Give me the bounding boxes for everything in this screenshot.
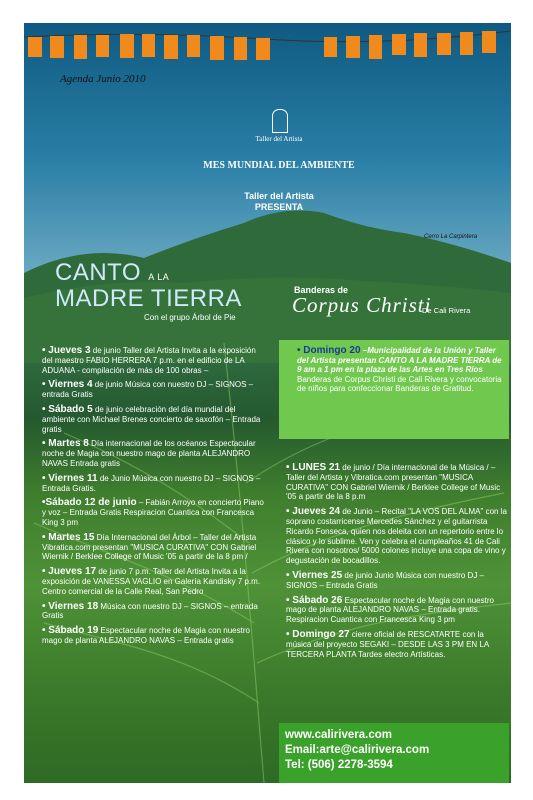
contact-box [279, 723, 509, 783]
a-la-word: A LA [148, 272, 170, 282]
events-left-column [42, 346, 267, 651]
event-item: • Sábado 5 de junio celebración del día mundial del ambiente con Michael Brenes concierto de saxofón – Entrada gratis [42, 403, 261, 434]
presents-line1: Taller del Artista [244, 191, 314, 201]
event-item: • Martes 8 Día internacional de los océanos Espectacular noche de Magia con nuestro mago de planta ALEJANDRO NAVAS Entrada gratis [42, 438, 256, 468]
madre-tierra-title: MADRE TIERRA [55, 285, 242, 312]
event-item: • Sábado 19 Espectacular noche de Magia con nuestro mago de planta ALEJANDRO NAVAS – Entrada gratis [42, 625, 250, 645]
highlight-event-box [279, 340, 509, 439]
presents-block [214, 191, 344, 213]
event-item: • Jueves 3 de junio Taller del Artista Invita a la exposición del maestro FABIO HERRERA 7 p.m. en el edificio de LA ADUANA - compilación de más de 100 obras – [42, 345, 256, 375]
event-item: • Viernes 4 de junio Música con nuestro DJ – SIGNOS – entrada Gratis [42, 379, 254, 400]
poster [24, 23, 511, 783]
mountain-caption: Cerro La Carpintera [424, 234, 478, 240]
events-right-column [286, 463, 508, 664]
corpus-christi-title: Corpus Christi [292, 293, 432, 317]
event-item: • Viernes 18 Música con nuestro DJ – SIGNOS – entrada Gratis [42, 600, 258, 621]
logo-caption: Taller del Artista [255, 135, 303, 143]
phone-number: Tel: (506) 2278-3594 [285, 759, 393, 771]
presents-line2: PRESENTA [254, 202, 304, 212]
website-link[interactable]: www.calirivera.com [285, 729, 392, 741]
event-item: •Sábado 12 de junio – Fabián Arroyo en concierto Piano y voz – Entrada Gratis Respiracion Cuantica con Francesca King 3 pm [42, 497, 264, 527]
banderas-label: Banderas de [294, 285, 349, 295]
group-subtitle: Con el grupo Árbol de Pie [144, 313, 236, 322]
email-link[interactable]: Email:arte@calirivera.com [285, 744, 430, 756]
event-item: • Jueves 17 de junio 7 p.m. Taller del Artista Invita a la exposición de VANESSA VAGLIO en Galería Kandisky 7 p.m. Centro comercial de la Calle Real, San Pedro [42, 566, 261, 596]
event-item: • LUNES 21 de junio / Día internacional de la Música / – Taller del Artista y Vibratica.com presentan "MUSICA CURATIVA" CON Gabriel Wiernik / Berklee College of Music '05 a partir de la 8 p.m [286, 462, 501, 502]
event-item: • Viernes 25 de junio Junio Música con nuestro DJ – SIGNOS – Entrada Gratis [286, 569, 484, 590]
event-item: • Martes 15 Día Internacional del Árbol – Taller del Artista Vibratica.com presentan "MUSICA CURATIVA" CON Gabriel Wiernik / Berklee College of Music '05 a partir de la 8 pm / [42, 531, 257, 562]
event-title: MES MUNDIAL DEL AMBIENTE [203, 160, 355, 171]
highlight-event: • Domingo 20 –Municipalidad de la Unión y Taller del Artista presentan CANTO A LA MADRE TIERRA de 9 am a 1 pm en la plaza de las Artes en Tres Ríos Banderas de Corpus Christi de Cali Rivera y convocatoria de niños para confeccionar Banderas de Gratitud. [297, 345, 502, 394]
event-item: • Domingo 27 cierre oficial de RESCATARTE con la música del proyecto SEGAKI – DESDE LAS 3 PM EN LA TERCERA PLANTA Tardes electro Artísticas. [286, 628, 489, 659]
event-item: • Jueves 24 de Junio – Recital "LA VOS DEL ALMA" con la soprano costarricense Mercedes Sánchez y el guitarrista Ricardo Fonseca, quien nos deleita con un repertorio entre lo clásico y lo sublime. Ven y celebra el cumpleaños 41 de Cali Rivera con nosotros/ 5000 colones incluye una copa de vino y degustación de bocadillos. [286, 506, 507, 566]
agenda-label: Agenda Junio 2010 [60, 73, 146, 85]
taller-logo-icon [272, 109, 288, 133]
canto-word: CANTO [55, 259, 142, 286]
event-item: • Sábado 26 Espectacular noche de Magia con nuestro mago de planta ALEJANDRO NAVAS – Entrada gratis. Respiracion Cuantica con Francesca King 3 pm [286, 594, 494, 625]
cali-rivera-label: De Cali Rivera [422, 306, 471, 315]
event-item: • Viernes 11 de Junio Música con nuestro DJ – SIGNOS – Entrada Gratis. [42, 472, 261, 493]
